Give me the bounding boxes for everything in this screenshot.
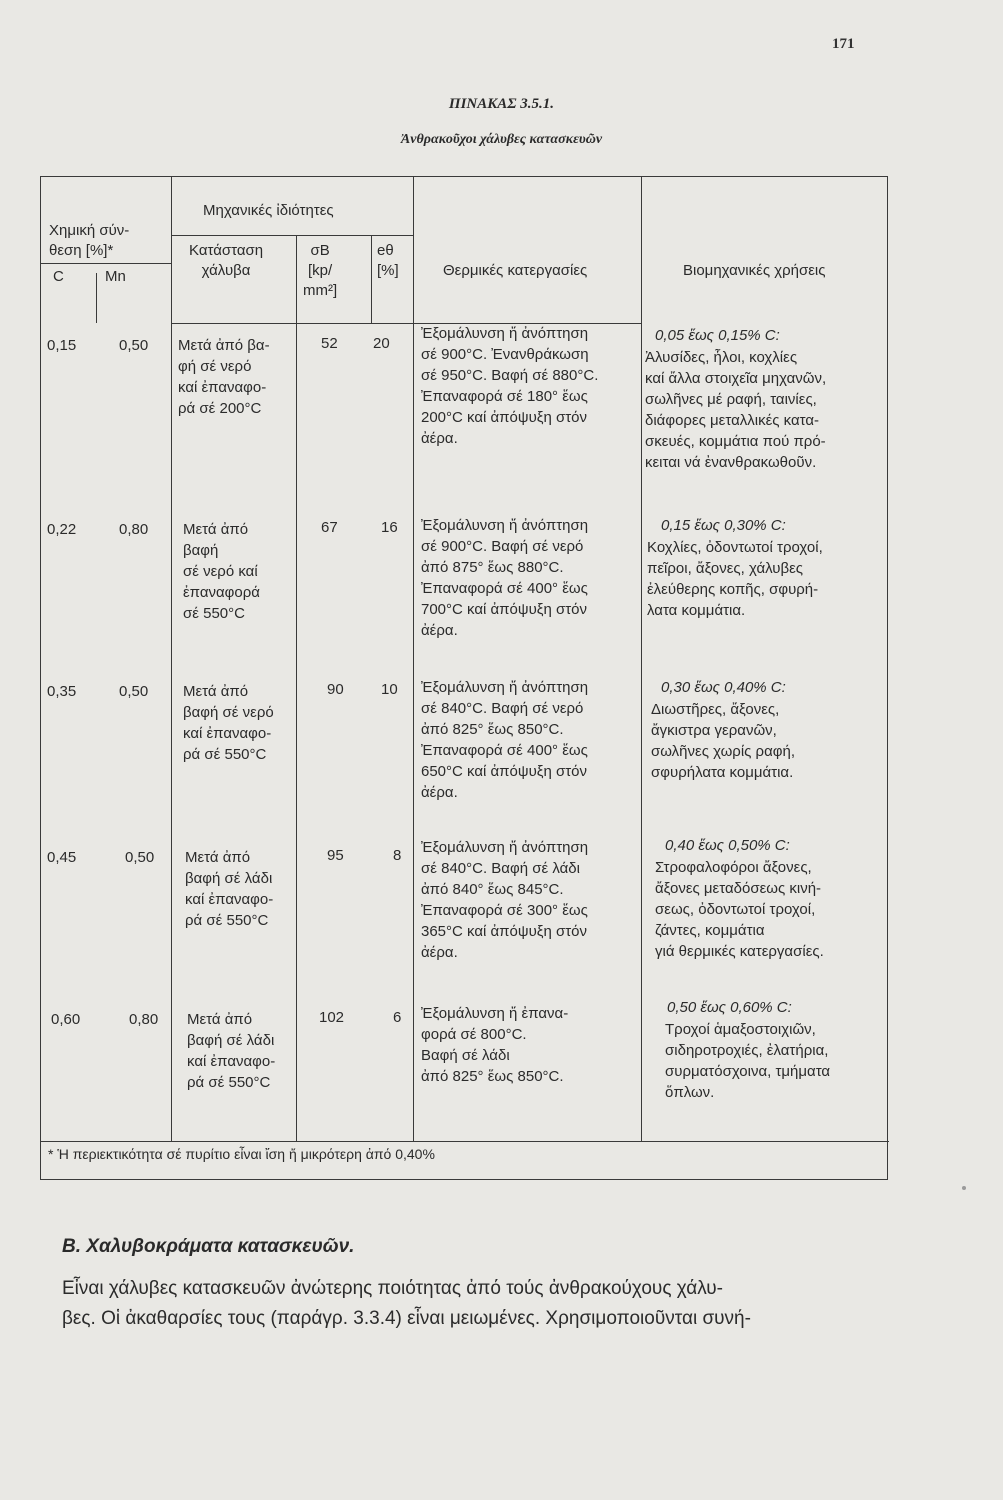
cell-thermal: Ἐξομάλυνση ἤ ἀνόπτηση σέ 900°C. Ἐνανθράκωση σέ 950°C. Βαφή σέ 880°C. Ἐπαναφορά σέ 180° ἕως 200°C καί ἀπόψυξη στόν ἀέρα. — [421, 325, 599, 447]
cell-uses: Τροχοί ἁμαξοστοιχιῶν, σιδηροτροχιές, ἐλατήρια, συρματόσχοινα, τμήματα ὅπλων. — [665, 1021, 831, 1101]
header-mech: Μηχανικές ἰδιότητες — [203, 202, 334, 219]
cell-uses: Στροφαλοφόροι ἄξονες, ἄξονες μεταδόσεως κινή- σεως, ὀδοντωτοί τροχοί, ζάντες, κομμάτια γιά θερμικές κατεργασίες. — [655, 859, 824, 960]
cell-state: Μετά ἀπό βαφή σέ νερό καί ἐπαναφορά σέ 550°C — [183, 521, 260, 622]
page-number: 171 — [832, 36, 855, 52]
cell-state: Μετά ἀπό βαφή σέ λάδι καί ἐπαναφο- ρά σέ 550°C — [187, 1011, 276, 1091]
cell-uses: Κοχλίες, ὀδοντωτοί τροχοί, πεῖροι, ἄξονες, χάλυβες ἐλεύθερης κοπῆς, σφυρή- λατα κομμάτια. — [647, 539, 823, 619]
cell-mn: 0,80 — [129, 1011, 159, 1028]
header-c: C — [53, 268, 64, 285]
cell-c: 0,15 — [47, 337, 77, 354]
cell-uses-range: 0,30 ἕως 0,40% C: — [661, 679, 786, 696]
cell-mn: 0,50 — [125, 849, 155, 866]
cell-c: 0,45 — [47, 849, 77, 866]
cell-c: 0,60 — [51, 1011, 81, 1028]
cell-state: Μετά ἀπό βα- φή σέ νερό καί ἐπαναφο- ρά σέ 200°C — [178, 337, 270, 417]
row-line-table-bottom — [41, 1141, 889, 1142]
table-title: ΠΙΝΑΚΑΣ 3.5.1. — [448, 96, 555, 112]
cell-sigma: 52 — [321, 335, 338, 352]
cell-uses: Διωστῆρες, ἄξονες, ἄγκιστρα γερανῶν, σωλῆνες χωρίς ραφή, σφυρήλατα κομμάτια. — [651, 701, 795, 781]
header-uses: Βιομηχανικές χρήσεις — [683, 262, 826, 279]
row-line-mech-sub — [171, 235, 413, 236]
cell-thermal: Ἐξομάλυνση ἤ ἀνόπτηση σέ 900°C. Βαφή σέ νερό ἀπό 875° ἕως 880°C. Ἐπαναφορά σέ 400° ἕως 700°C καί ἀπόψυξη στόν ἀέρα. — [421, 517, 589, 639]
header-thermal: Θερμικές κατεργασίες — [443, 262, 588, 279]
cell-state: Μετά ἀπό βαφή σέ νερό καί ἐπαναφο- ρά σέ 550°C — [183, 683, 274, 763]
scan-speck — [962, 1186, 966, 1190]
col-line-thermal-right — [641, 177, 642, 1141]
cell-uses-range: 0,05 ἕως 0,15% C: — [655, 327, 780, 344]
cell-uses-range: 0,50 ἕως 0,60% C: — [667, 999, 792, 1016]
header-state: Κατάσταση χάλυβα — [189, 242, 264, 279]
cell-thermal: Ἐξομάλυνση ἤ ἀνόπτηση σέ 840°C. Βαφή σέ νερό ἀπό 825° ἕως 850°C. Ἐπαναφορά σέ 400° ἕως 650°C καί ἀπόψυξη στόν ἀέρα. — [421, 679, 589, 801]
col-line-c-mn — [96, 273, 97, 323]
cell-sigma: 95 — [327, 847, 344, 864]
cell-thermal: Ἐξομάλυνση ἤ ἐπανα- φορά σέ 800°C. Βαφή σέ λάδι ἀπό 825° ἕως 850°C. — [421, 1005, 569, 1085]
col-line-mech-right — [413, 177, 414, 1141]
cell-sigma: 67 — [321, 519, 338, 536]
cell-c: 0,35 — [47, 683, 77, 700]
cell-uses-range: 0,15 ἕως 0,30% C: — [661, 517, 786, 534]
cell-c: 0,22 — [47, 521, 77, 538]
header-mn: Mn — [105, 268, 126, 285]
cell-mn: 0,80 — [119, 521, 149, 538]
cell-mn: 0,50 — [119, 337, 149, 354]
col-line-state-right — [296, 235, 297, 1141]
row-line-chem-sub — [41, 263, 171, 264]
cell-elong: 16 — [381, 519, 398, 536]
table-footnote: * Ἡ περιεκτικότητα σέ πυρίτιο εἶναι ἴση ἤ μικρότερη ἀπό 0,40% — [48, 1146, 435, 1162]
cell-elong: 10 — [381, 681, 398, 698]
cell-elong: 20 — [373, 335, 390, 352]
table-subtitle: Ἀνθρακοῦχοι χάλυβες κατασκευῶν — [400, 132, 603, 147]
header-chem: Χημική σύν- θεση [%]* — [49, 222, 130, 259]
section-heading: Β. Χαλυβοκράματα κατασκευῶν. — [62, 1236, 355, 1257]
cell-elong: 8 — [393, 847, 402, 864]
header-elong: eθ [%] — [377, 242, 399, 279]
col-line-sigma-right — [371, 235, 372, 323]
col-line-chem-right — [171, 177, 172, 1141]
header-sigma: σB [kp/ mm²] — [303, 242, 338, 299]
cell-thermal: Ἐξομάλυνση ἤ ἀνόπτηση σέ 840°C. Βαφή σέ λάδι ἀπό 840° ἕως 845°C. Ἐπαναφορά σέ 300° ἕως 365°C καί ἀπόψυξη στόν ἀέρα. — [421, 839, 589, 961]
cell-sigma: 90 — [327, 681, 344, 698]
cell-state: Μετά ἀπό βαφή σέ λάδι καί ἐπαναφο- ρά σέ 550°C — [185, 849, 274, 929]
steel-table — [40, 176, 888, 1180]
cell-mn: 0,50 — [119, 683, 149, 700]
cell-elong: 6 — [393, 1009, 402, 1026]
cell-uses-range: 0,40 ἕως 0,50% C: — [665, 837, 790, 854]
cell-sigma: 102 — [319, 1009, 345, 1026]
cell-uses: Ἀλυσίδες, ἧλοι, κοχλίες καί ἄλλα στοιχεῖα μηχανῶν, σωλῆνες μέ ραφή, ταινίες, διάφορες μεταλλικές κατα- σκευές, κομμάτια πού πρό- κειται νά ἐνανθρακωθοῦν. — [645, 349, 827, 471]
section-body-text: Εἶναι χάλυβες κατασκευῶν ἀνώτερης ποιότητας ἀπό τούς ἀνθρακούχους χάλυ- βες. Οἱ ἀκαθαρσίες τους (παράγρ. 3.3.4) εἶναι μειωμένες. Χρησιμοποιοῦνται συνή- — [62, 1278, 751, 1329]
